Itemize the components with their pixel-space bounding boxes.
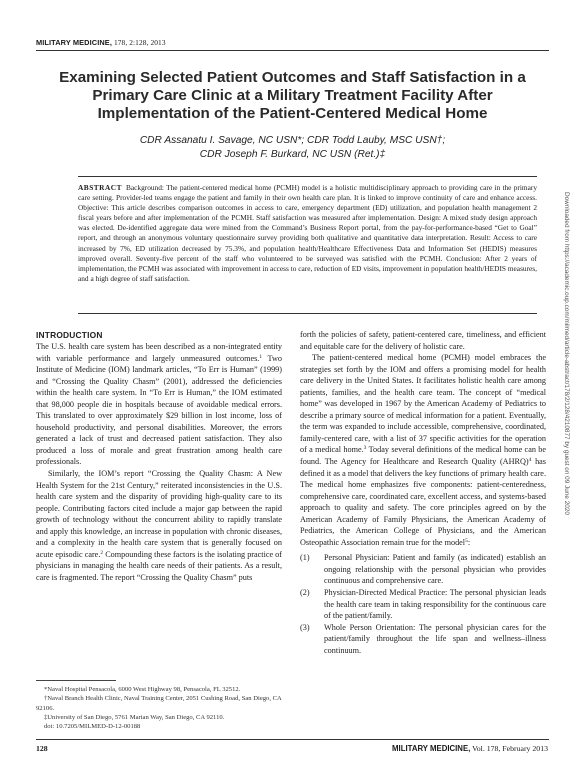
intro-paragraph-1 bbox=[36, 341, 282, 468]
author-line-2: CDR Joseph F. Burkard, NC USN (Ret.)‡ bbox=[199, 149, 386, 160]
footnote-doi: doi: 10.7205/MILMED-D-12-00188 bbox=[44, 723, 141, 731]
right-p2-text-c: has defined it as a model that delivers the key functions of primary health care. The medical home emphasizes five components: patient-centeredness, comprehensive care, coordinated care, excellent access, and systems-based approach to quality and safety. The core principles agreed on by the American Academy of Family Physicians, the American Academy of Pediatrics, the American College of Physicians, and the American Osteopathic Association remain true for the model bbox=[300, 457, 546, 547]
footnote-affiliation-3: ‡University of San Diego, 5761 Marian Way, San Diego, CA 92110. bbox=[44, 713, 225, 721]
author-line-1: CDR Assanatu I. Savage, NC USN*; CDR Todd Lauby, MSC USN†; bbox=[139, 135, 446, 146]
footer-issue: Vol. 178, February 2013 bbox=[472, 744, 548, 753]
running-head-journal: MILITARY MEDICINE, bbox=[36, 38, 112, 47]
intro-p2-text-b: Compounding these factors is the isolating practice of physicians in managing the health care needs of their patients. As a result, care is fragmented. The report “Crossing the Quality Chasm” puts bbox=[36, 549, 283, 582]
abstract-label: ABSTRACT bbox=[78, 183, 122, 192]
abstract-bottom-rule bbox=[78, 313, 537, 314]
list-item-text: Physician-Directed Medical Practice: The personal physician leads the health care team in taking responsibility for the continuous care of the patient/family. bbox=[324, 588, 546, 621]
page-number: 128 bbox=[36, 744, 48, 753]
list-item-text: Personal Physician: Patient and family (as indicated) establish an ongoing relationship with the personal physician who provides continuous and comprehensive care. bbox=[324, 553, 546, 586]
section-heading-introduction: INTRODUCTION bbox=[36, 330, 103, 340]
intro-p1-text-a: The U.S. health care system has been described as a non-integrated entity with variable performance and largely unmeasured outcomes. bbox=[36, 342, 282, 363]
list-item-text: Whole Person Orientation: The personal physician cares for the patient/family throughout the life span and wellness–illness continuum. bbox=[324, 622, 546, 655]
reference-superscript: 5 bbox=[465, 537, 468, 544]
right-p2-text-a: The patient-centered medical home (PCMH) model embraces the strategies set forth by the IOM and offers a promising model for health care delivery in the United States. It facilitates holistic health care among patients, families, and the health care team. The concept of “medical home” was developed in 1967 by the American Academy of Pediatrics to describe a primary source of medical information for a patient. Eventually, the term was expanded to include accessible, comprehensive, coordinated, family-centered care, with a list of 37 specific activities for the operation of a medical home. bbox=[300, 353, 546, 455]
reference-superscript: 2 bbox=[100, 549, 104, 556]
footnote-affiliation-1: *Naval Hospital Pensacola, 6000 West Highway 98, Pensacola, FL 32512. bbox=[44, 686, 241, 693]
footnote-affiliation-2: †Naval Branch Health Clinic, Naval Training Center, 2051 Cushing Road, San Diego, CA 92106. bbox=[36, 695, 282, 712]
footer-journal-name: MILITARY MEDICINE, bbox=[392, 744, 471, 753]
intro-p2-text-a: Similarly, the IOM’s report “Crossing the Quality Chasm: A New Health System for the 21st Century,” reiterated inconsistencies in the U.S. health care system and the disparity of providing high-quality care to its people. Contributing factors cited include a major gap between the rapid growth of technology without the concurrent ability to rapidly translate and apply this knowledge, an increase in population with chronic diseases, and a complexity in the health care system that is generally focused on acute episodic care. bbox=[36, 469, 282, 559]
download-note: Downloaded from https://academic.oup.com/milmed/article-abstract/178/2/128/4210877 by guest on 09 June 2020 bbox=[563, 192, 570, 515]
footer-journal bbox=[392, 744, 548, 753]
left-column bbox=[36, 330, 282, 583]
reference-superscript: 1 bbox=[259, 353, 263, 360]
right-p2-text-d: : bbox=[467, 537, 471, 547]
footnotes bbox=[36, 685, 282, 731]
list-item bbox=[300, 622, 546, 657]
intro-paragraph-2 bbox=[36, 468, 282, 583]
abstract-top-rule bbox=[78, 176, 537, 177]
right-column bbox=[300, 329, 546, 656]
right-paragraph-1: forth the policies of safety, patient-centered care, timeliness, and efficient and equitable care for the delivery of holistic care. bbox=[300, 330, 546, 351]
running-head-citation: 178, 2:128, 2013 bbox=[113, 38, 166, 47]
footnote-rule bbox=[36, 680, 116, 681]
abstract bbox=[78, 183, 537, 284]
intro-p1-text-b: Two Institute of Medicine (IOM) landmark articles, “To Err is Human” (1999) and “Crossing the Quality Chasm” (2001), addressed the deficiencies within the health care system. In “To Err is Human,” the IOM estimated that 98,000 people die in hospitals because of avoidable medical errors. This translated to over approximately $29 billion in lost income, loss of household productivity, and personal disabilities. Moreover, the errors generated a lack of trust and decreased patient satisfaction. They also produced a loss of morale and great frustration among health care professionals. bbox=[36, 353, 282, 467]
right-paragraph-2 bbox=[300, 352, 546, 548]
reference-superscript: 3 bbox=[363, 445, 367, 452]
running-head bbox=[36, 38, 166, 47]
article-title: Examining Selected Patient Outcomes and Staff Satisfaction in a Primary Care Clinic at a Military Treatment Facility After Implementation of the Patient-Centered Medical Home bbox=[59, 69, 526, 122]
list-item-number: (3) bbox=[300, 622, 310, 632]
footer-rule bbox=[36, 739, 549, 740]
list-item bbox=[300, 587, 546, 622]
list-item bbox=[300, 552, 546, 587]
reference-superscript: 4 bbox=[528, 457, 532, 464]
principles-list bbox=[300, 552, 546, 656]
header-rule bbox=[36, 50, 549, 51]
abstract-text: Background: The patient-centered medical home (PCMH) model is a holistic multidisciplinary approach to providing care in the primary care setting. Provider-led teams engage the patient and family in their own health care plan. It is linked to improve continuity of care and enhance access. Objective: This article describes comparison outcomes in access to care, emergency department (ED) utilization, and population health management 2 fiscal years before and after implementation of the PCMH. Staff satisfaction was measured after implementation. Design: A mixed study design approach was elected. De-identified aggregate data were mined from the Command’s Business Report portal, from the pay-for-performance-based “Get to Goal” report, and through an anonymous voluntary questionnaire survey providing both qualitative and quantitative data interpretation. Result: Access to care increased by 7%, ED utilization decreased by 75.3%, and population health/Healthcare Effectiveness Data and Information Set (HEDIS) measures improved overall. Seventy-five percent of the staff who volunteered to be surveyed was satisfied with the PCMH. Conclusion: After 2 years of implementation, the PCMH was associated with improvement in access to care, reduction of ED visits, improvement in population health/HEDIS measures, and a high degree of staff satisfaction. bbox=[78, 183, 537, 283]
author-list bbox=[60, 134, 525, 162]
list-item-number: (1) bbox=[300, 553, 310, 563]
right-p2-text-b: Today several definitions of the medical home can be found. The Agency for Healthcare and Research Quality (AHRQ) bbox=[300, 445, 547, 467]
list-item-number: (2) bbox=[300, 588, 310, 598]
